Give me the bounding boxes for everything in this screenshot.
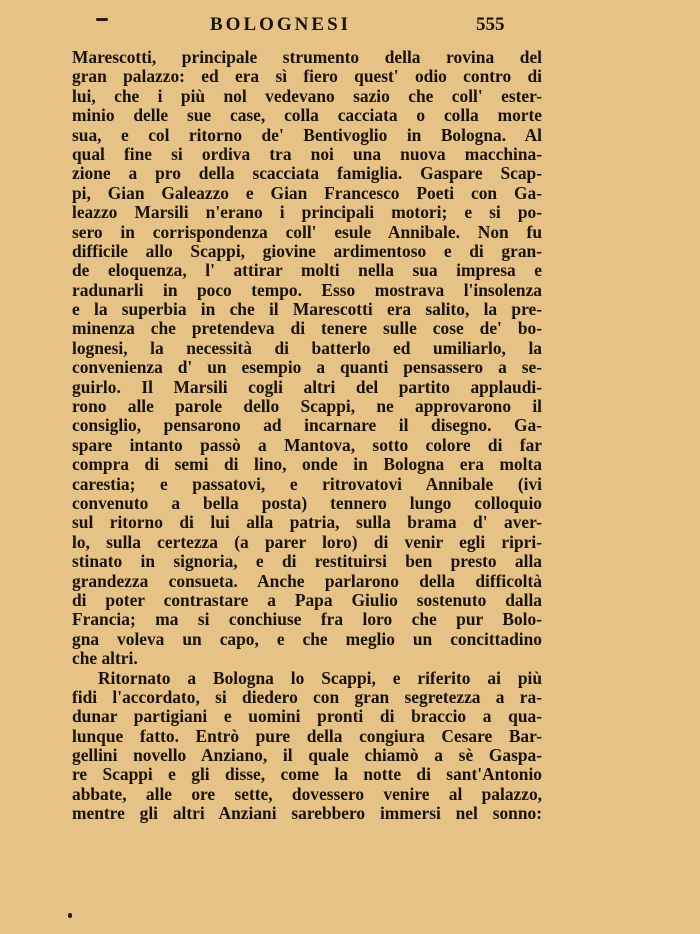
text-line: sero in corrispondenza coll' esule Annibale. Non fu (72, 221, 542, 242)
text-line: stinato in signoria, e di restituirsi ben presto alla (72, 551, 542, 572)
text-line: minenza che pretendeva di tenere sulle cose de' bo- (72, 318, 542, 339)
text-line: gna voleva un capo, e che meglio un concittadino (72, 628, 542, 649)
text-line: lognesi, la necessità di batterlo ed umiliarlo, la (72, 337, 542, 358)
text-line: de eloquenza, l' attirar molti nella sua impresa e (72, 260, 542, 281)
text-line: re Scappi e gli disse, come la notte di sant'Antonio (72, 764, 542, 785)
text-line: sul ritorno di lui alla patria, sulla brama d' aver- (72, 512, 542, 533)
text-line: zione a pro della scacciata famiglia. Gaspare Scap- (72, 163, 542, 184)
text-line: leazzo Marsili n'erano i principali motori; e si po- (72, 202, 542, 223)
ink-mark (68, 913, 72, 918)
text-line: Ritornato a Bologna lo Scappi, e riferito ai più (98, 667, 542, 688)
paragraph-1 (72, 48, 542, 669)
text-line: di poter contrastare a Papa Giulio sostenuto dalla (72, 589, 542, 610)
running-header (0, 14, 700, 40)
text-line: sua, e col ritorno de' Bentivoglio in Bologna. Al (72, 124, 542, 145)
text-line: consiglio, pensarono ad incarnare il disegno. Ga- (72, 415, 542, 436)
page-number: 555 (476, 14, 505, 35)
text-line: gran palazzo: ed era sì fiero quest' odio contro di (72, 66, 542, 87)
text-line: lunque fatto. Entrò pure della congiura Cesare Bar- (72, 725, 542, 746)
text-line: spare intanto passò a Mantova, sotto colore di far (72, 434, 542, 455)
text-line: che altri. (72, 648, 138, 669)
text-line: Marescotti, principale strumento della rovina del (72, 47, 542, 67)
text-line: fidi l'accordato, si diedero con gran segretezza a ra- (72, 686, 542, 707)
text-line: mentre gli altri Anziani sarebbero immersi nel sonno: (72, 803, 542, 824)
text-line: compra di semi di lino, onde in Bologna era molta (72, 454, 542, 475)
text-line: dunar partigiani e uomini pronti di braccio a qua- (72, 706, 542, 727)
text-line: abbate, alle ore sette, dovessero venire al palazzo, (72, 783, 542, 804)
paragraph-2 (72, 669, 542, 824)
text-line: gellini novello Anziano, il quale chiamò a sè Gaspa- (72, 745, 542, 766)
text-line: convenuto a bella posta) tennero lungo colloquio (72, 492, 542, 513)
text-line: difficile allo Scappi, giovine ardimentoso e di gran- (72, 240, 542, 261)
text-line: convenienza d' un esempio a quanti pensassero a se- (72, 357, 542, 378)
text-line: Francia; ma si conchiuse fra loro che pur Bolo- (72, 609, 542, 630)
text-line: guirlo. Il Marsili cogli altri del partito applaudi- (72, 376, 542, 397)
text-line: e la superbia in che il Marescotti era salito, la pre- (72, 299, 542, 320)
body-text (72, 48, 542, 824)
text-line: carestia; e passatovi, e ritrovatovi Annibale (ivi (72, 473, 542, 494)
text-line: radunarli in poco tempo. Esso mostrava l'insolenza (72, 279, 542, 300)
text-line: lui, che i più nol vedevano sazio che coll' ester- (72, 85, 542, 106)
text-line: qual fine si ordiva tra noi una nuova macchina- (72, 143, 542, 164)
text-line: minio delle sue case, colla cacciata o colla morte (72, 105, 542, 126)
text-line: lo, sulla certezza (a parer loro) di venir egli ripri- (72, 531, 542, 552)
text-line: pi, Gian Galeazzo e Gian Francesco Poeti con Ga- (72, 182, 542, 203)
text-line: grandezza consueta. Anche parlarono della difficoltà (72, 570, 542, 591)
running-title: BOLOGNESI (210, 14, 352, 35)
text-line: rono alle parole dello Scappi, ne approvarono il (72, 396, 542, 417)
